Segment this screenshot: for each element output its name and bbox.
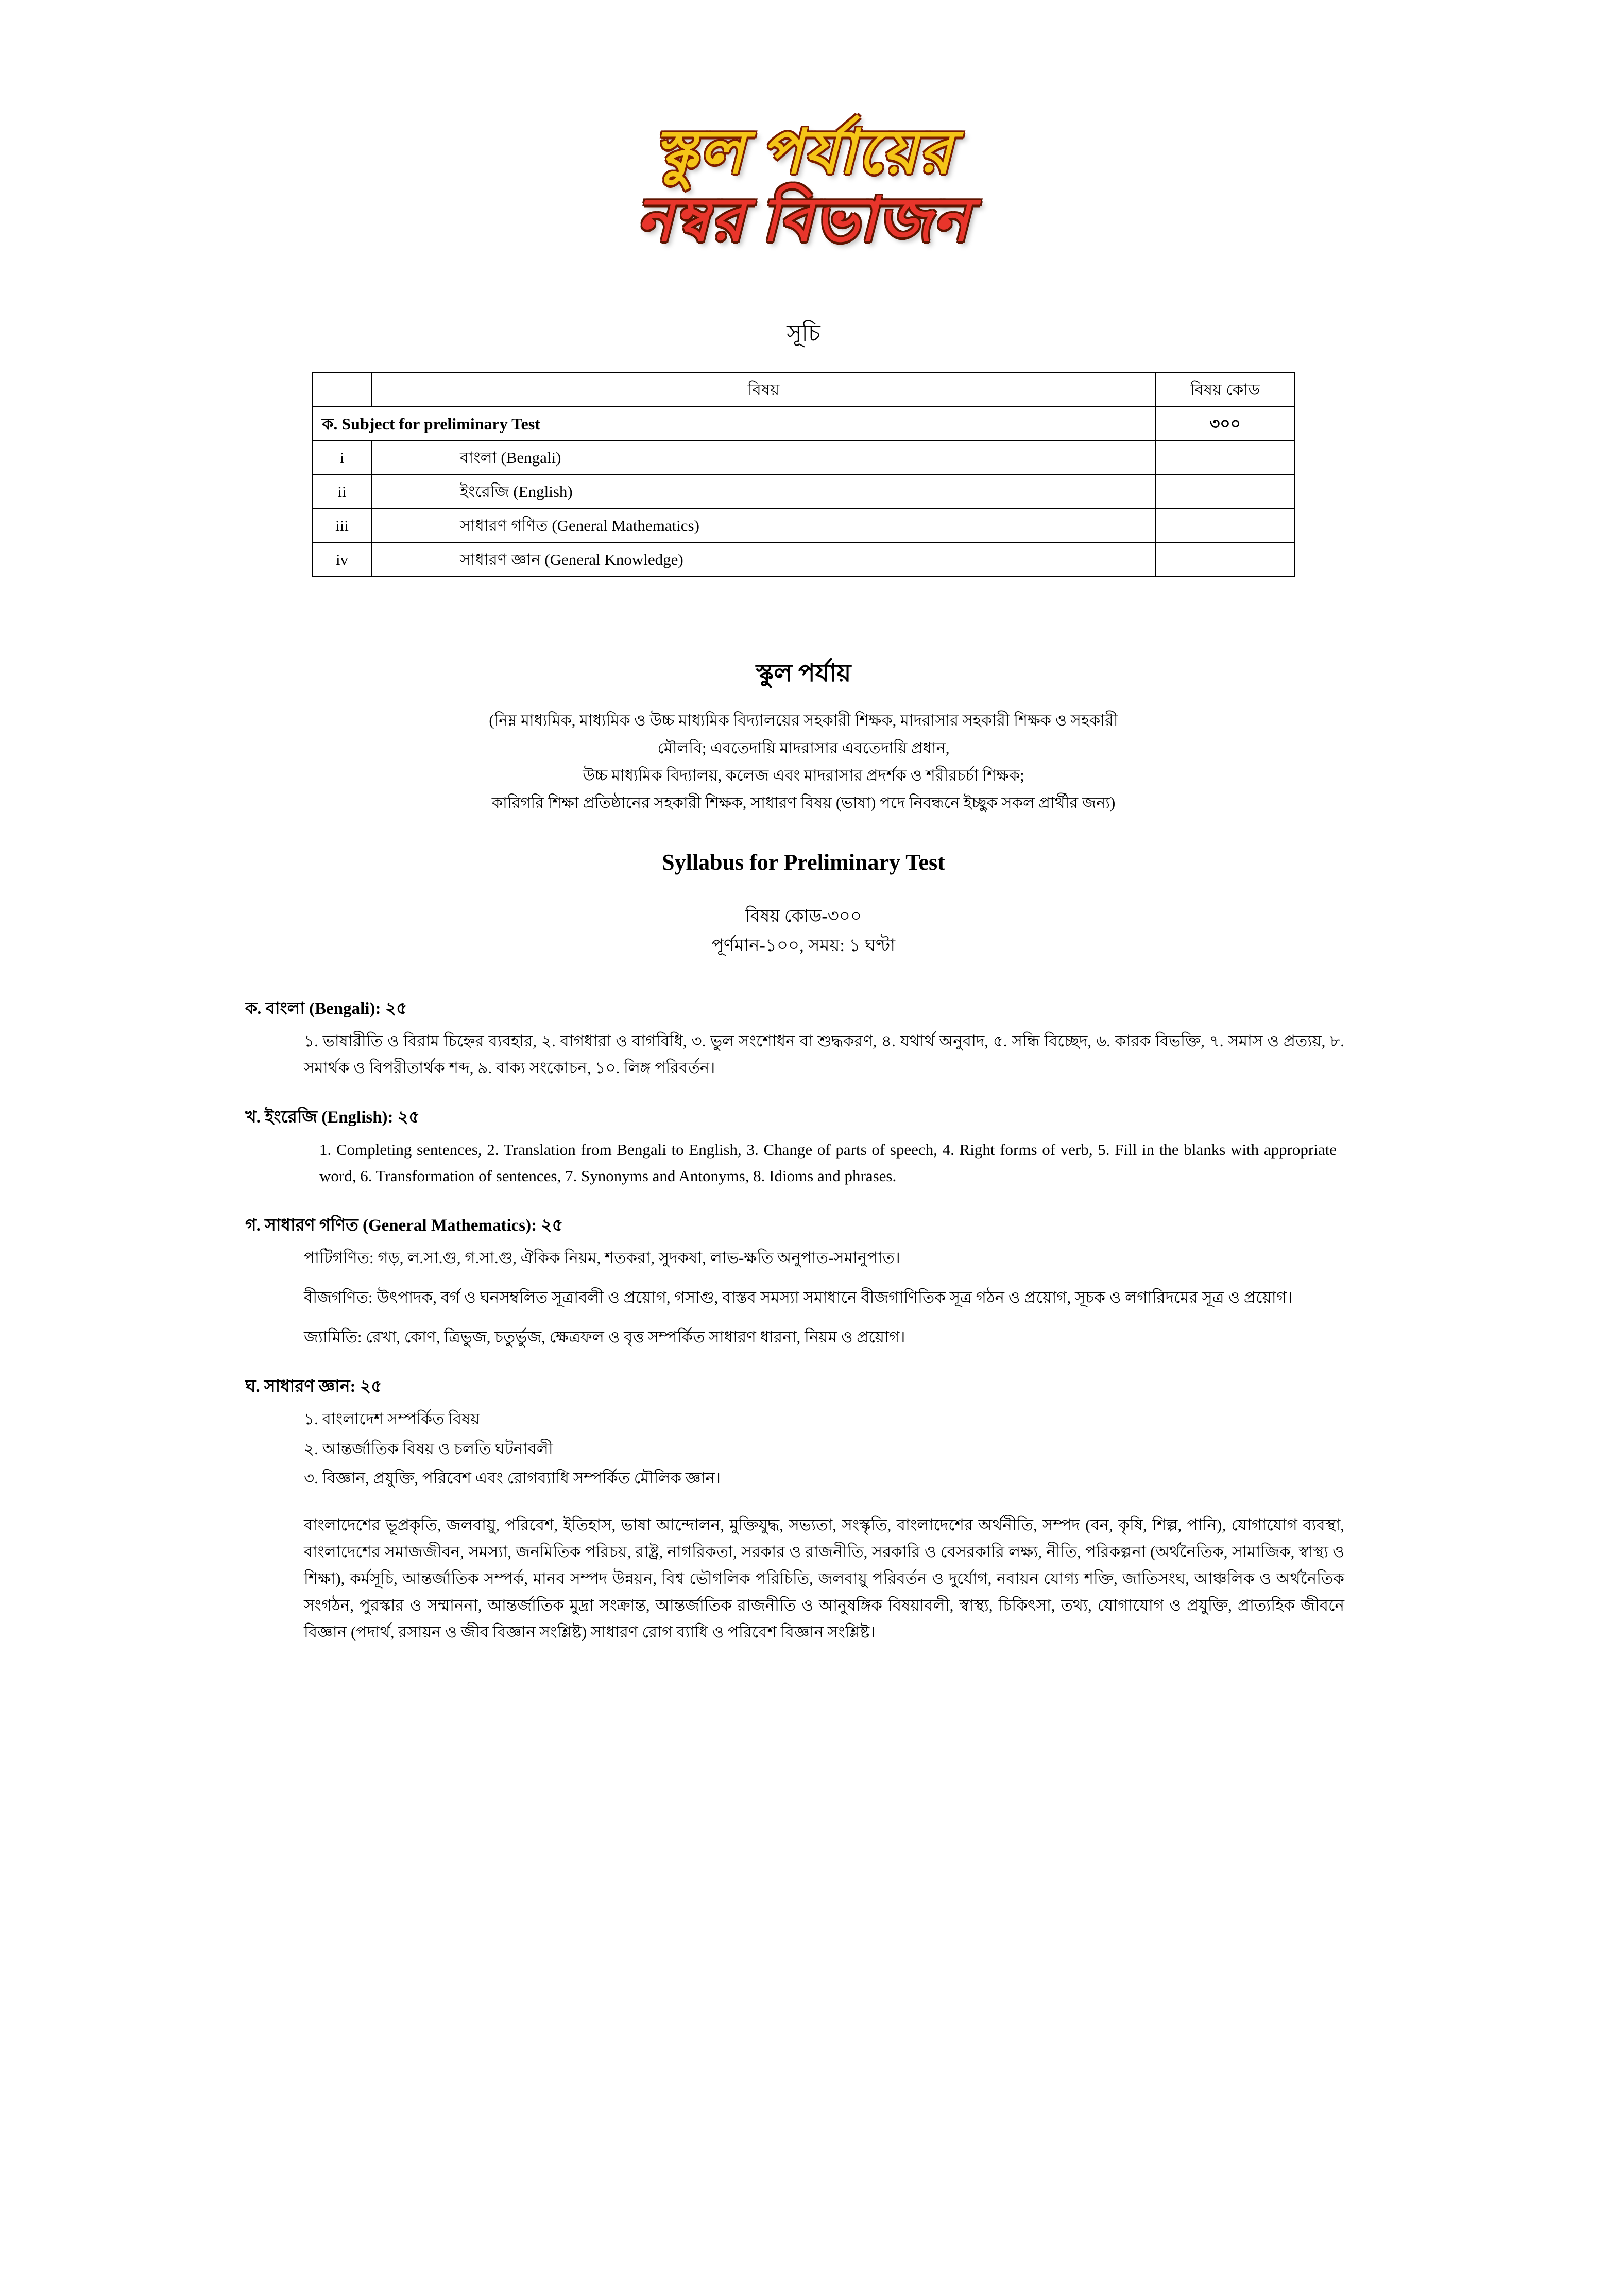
toc-table-wrap [242,372,1365,577]
row-subject: বাংলা (Bengali) [372,441,1155,475]
school-stage-subtitle-line-4: কারিগরি শিক্ষা প্রতিষ্ঠানের সহকারী শিক্ষক, সাধারণ বিষয় (ভাষা) পদে নিবন্ধনে ইচ্ছুক সকল প্রার্থীর জন্য) [491,794,1116,812]
subject-section-mathematics [242,1212,1365,1350]
page-content [242,0,1365,1646]
section-code-cell: ৩০০ [1155,407,1295,441]
subject-code-line: বিষয় কোড-৩০০ [745,907,862,926]
subject-body [242,1028,1365,1080]
row-subject: সাধারণ জ্ঞান (General Knowledge) [372,543,1155,577]
row-subject: ইংরেজি (English) [372,475,1155,509]
row-code [1155,441,1295,475]
table-row [312,441,1295,475]
subject-paragraph: ১. ভাষারীতি ও বিরাম চিহ্নের ব্যবহার, ২. বাগধারা ও বাগবিধি, ৩. ভুল সংশোধন বা শুদ্ধকরণ, ৪. যথার্থ অনুবাদ, ৫. সন্ধি বিচ্ছেদ, ৬. কারক বিভক্তি, ৭. সমাস ও প্রত্যয়, ৮. সমার্থক ও বিপরীতার্থক শব্দ, ৯. বাক্য সংকোচন, ১০. লিঙ্গ পরিবর্তন। [304,1032,1344,1077]
section-label-cell: ক. Subject for preliminary Test [312,407,1155,441]
title-line-2: নম্বর বিভাজন [637,186,970,254]
table-row [312,475,1295,509]
row-subject: সাধারণ গণিত (General Mathematics) [372,509,1155,543]
school-stage-subtitle-line-1: (নিম্ন মাধ্যমিক, মাধ্যমিক ও উচ্চ মাধ্যমিক বিদ্যালয়ের সহকারী শিক্ষক, মাদরাসার সহকারী শিক্ষক ও সহকারী [489,712,1118,730]
subject-title: খ. ইংরেজি (English): ২৫ [245,1108,420,1127]
syllabus-heading: Syllabus for Preliminary Test [662,850,945,875]
row-number: iii [312,509,372,543]
subject-title: ক. বাংলা (Bengali): ২৫ [245,999,407,1018]
subject-section-general-knowledge [242,1373,1365,1646]
school-stage-heading: স্কুল পর্যায় [756,660,851,687]
subject-paragraph: জ্যামিতি: রেখা, কোণ, ত্রিভুজ, চতুর্ভুজ, ক্ষেত্রফল ও বৃত্ত সম্পর্কিত সাধারণ ধারনা, নিয়ম ও প্রয়োগ। [304,1328,905,1346]
row-number: i [312,441,372,475]
subject-title: ঘ. সাধারণ জ্ঞান: ২৫ [245,1377,382,1396]
header-blank-cell [312,373,372,407]
subject-body [242,1245,1365,1350]
subject-section-bangla [242,995,1365,1080]
row-code [1155,543,1295,577]
index-heading: সূচি [787,321,820,347]
row-number: iv [312,543,372,577]
spacer [242,577,1365,654]
table-header-row [312,373,1295,407]
subject-list-item: ৩. বিজ্ঞান, প্রযুক্তি, পরিবেশ এবং রোগব্যাধি সম্পর্কিত মৌলিক জ্ঞান। [304,1469,721,1487]
header-code-cell: বিষয় কোড [1155,373,1295,407]
document-title [242,118,1365,254]
subject-paragraph: পাটিগণিত: গড়, ল.সা.গু, গ.সা.গু, ঐকিক নিয়ম, শতকরা, সুদকষা, লাভ-ক্ষতি অনুপাত-সমানুপাত। [304,1248,900,1267]
school-stage-subtitle-line-2: মৌলবি; এবতেদায়ি মাদরাসার এবতেদায়ি প্রধান, [657,739,950,757]
header-subject-cell: বিষয় [372,373,1155,407]
general-knowledge-details: বাংলাদেশের ভূপ্রকৃতি, জলবায়ু, পরিবেশ, ইতিহাস, ভাষা আন্দোলন, মুক্তিযুদ্ধ, সভ্যতা, সংস্কৃতি, বাংলাদেশের অর্থনীতি, সম্পদ (বন, কৃষি, শিল্প, পানি), যোগাযোগ ব্যবস্থা, বাংলাদেশের সমাজজীবন, সমস্যা, জনমিতিক পরিচয়, রাষ্ট্র, নাগরিকতা, সরকার ও রাজনীতি, সরকারি ও বেসরকারি লক্ষ্য, নীতি, পরিকল্পনা (অর্থনৈতিক, সামাজিক, স্বাস্থ্য ও শিক্ষা), কর্মসূচি, আন্তর্জাতিক সম্পর্ক, মানব সম্পদ উন্নয়ন, বিশ্ব ভৌগলিক পরিচিতি, জলবায়ু পরিবর্তন ও দুর্যোগ, নবায়ন যোগ্য শক্তি, জাতিসংঘ, আঞ্চলিক ও অর্থনৈতিক সংগঠন, পুরস্কার ও সম্মাননা, আন্তর্জাতিক মুদ্রা সংক্রান্ত, আন্তর্জাতিক রাজনীতি ও আনুষঙ্গিক বিষয়াবলী, স্বাস্থ্য, চিকিৎসা, তথ্য, যোগাযোগ ও প্রযুক্তি, প্রাত্যহিক জীবনে বিজ্ঞান (পদার্থ, রসায়ন ও জীব বিজ্ঞান সংশ্লিষ্ট) সাধারণ রোগ ব্যাধি ও পরিবেশ বিজ্ঞান সংশ্লিষ্ট। [304,1515,1344,1642]
toc-table [312,372,1295,577]
subject-title: গ. সাধারণ গণিত (General Mathematics): ২৫ [245,1216,563,1235]
subject-paragraph: বীজগণিত: উৎপাদক, বর্গ ও ঘনসম্বলিত সূত্রাবলী ও প্রয়োগ, গসাগু, বাস্তব সমস্যা সমাধানে বীজগাণিতিক সূত্র গঠন ও প্রয়োগ, সূচক ও লগারিদমের সূত্র ও প্রয়োগ। [304,1288,1293,1307]
subject-list-item: ২. আন্তর্জাতিক বিষয় ও চলতি ঘটনাবলী [304,1439,553,1458]
row-code [1155,475,1295,509]
subject-section-english [242,1103,1365,1189]
subject-paragraph: 1. Completing sentences, 2. Translation from Bengali to English, 3. Change of parts of speech, 4. Right forms of verb, 5. Fill in the blanks with appropriate word, 6. Transformation of sentences, 7. Synonyms and Antonyms, 8. Idioms and phrases. [319,1140,1337,1185]
subject-list-item: ১. বাংলাদেশ সম্পর্কিত বিষয় [304,1410,480,1428]
school-stage-subtitle-line-3: উচ্চ মাধ্যমিক বিদ্যালয়, কলেজ এবং মাদরাসার প্রদর্শক ও শরীরচর্চা শিক্ষক; [583,766,1024,784]
table-row [312,543,1295,577]
marks-time-line: পূর্ণমান-১০০, সময়: ১ ঘণ্টা [711,936,896,956]
row-code [1155,509,1295,543]
subject-body [242,1136,1365,1189]
table-row [312,407,1295,441]
title-line-1: স্কুল পর্যায়ের [654,118,953,186]
table-row [312,509,1295,543]
row-number: ii [312,475,372,509]
subject-body [242,1406,1365,1491]
